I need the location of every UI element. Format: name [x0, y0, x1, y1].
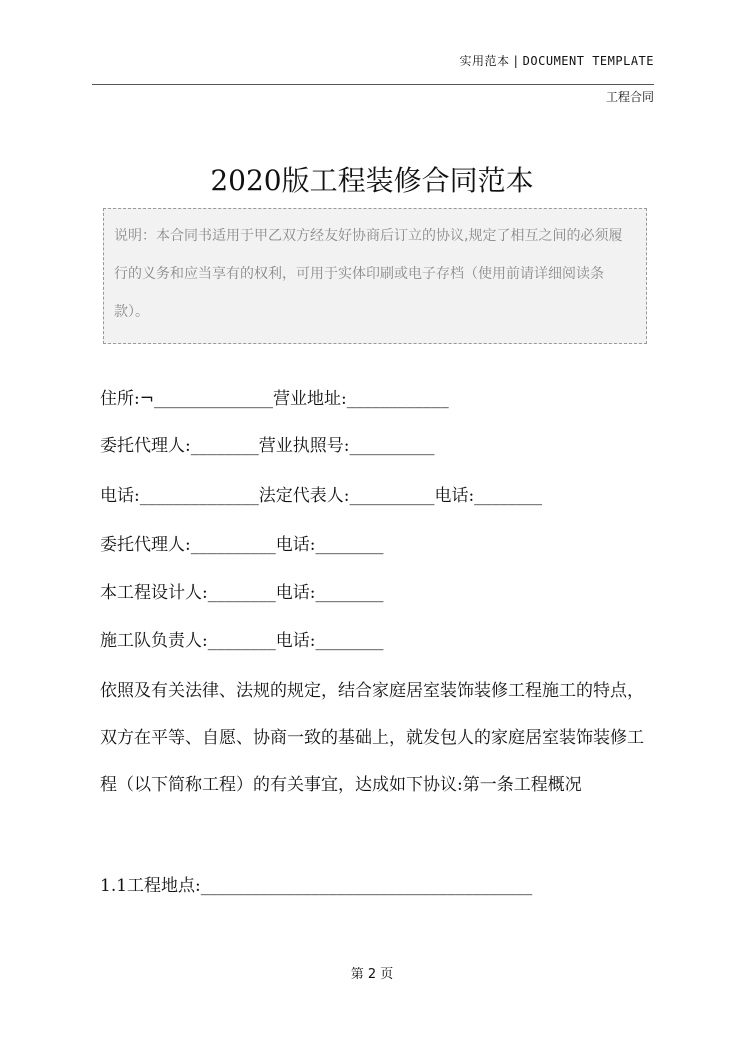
header-separator: |: [513, 54, 519, 68]
field-phone-legal-rep-line: 电话:______________法定代表人:__________电话:________: [100, 486, 543, 506]
agreement-paragraph: 依照及有关法律、法规的规定，结合家庭居室装饰装修工程施工的特点，双方在平等、自愿、协商一致的基础上，就发包人的家庭居室装饰装修工程（以下简称工程）的有关事宜，达成如下协议:第一条工程概况: [100, 681, 644, 795]
header-brand: [459, 52, 654, 69]
description-note-box: [103, 208, 647, 344]
document-title: 2020版工程装修合同范本: [210, 163, 534, 197]
field-address-line: 住所:¬______________营业地址:____________: [100, 389, 449, 409]
field-agent-license-line: 委托代理人:________营业执照号:__________: [100, 436, 435, 456]
item-1-1-project-location: 1.1工程地点:_______________________________________: [100, 876, 533, 896]
field-designer-phone-line: 本工程设计人:________电话:________: [100, 583, 384, 603]
description-note-text: 说明：本合同书适用于甲乙双方经友好协商后订立的协议,规定了相互之间的必须履行的义务和应当享有的权利，可用于实体印刷或电子存档（使用前请详细阅读条款）。: [114, 228, 623, 320]
header-brand-cn: 实用范本: [459, 54, 510, 68]
field-crew-leader-phone-line: 施工队负责人:________电话:________: [100, 631, 384, 651]
field-agent-phone-line: 委托代理人:__________电话:________: [100, 535, 384, 555]
page-number: 第 2 页: [350, 967, 394, 982]
header-section-label: 工程合同: [605, 90, 654, 104]
header-brand-en: DOCUMENT TEMPLATE: [522, 54, 654, 68]
header-divider: [92, 84, 654, 85]
